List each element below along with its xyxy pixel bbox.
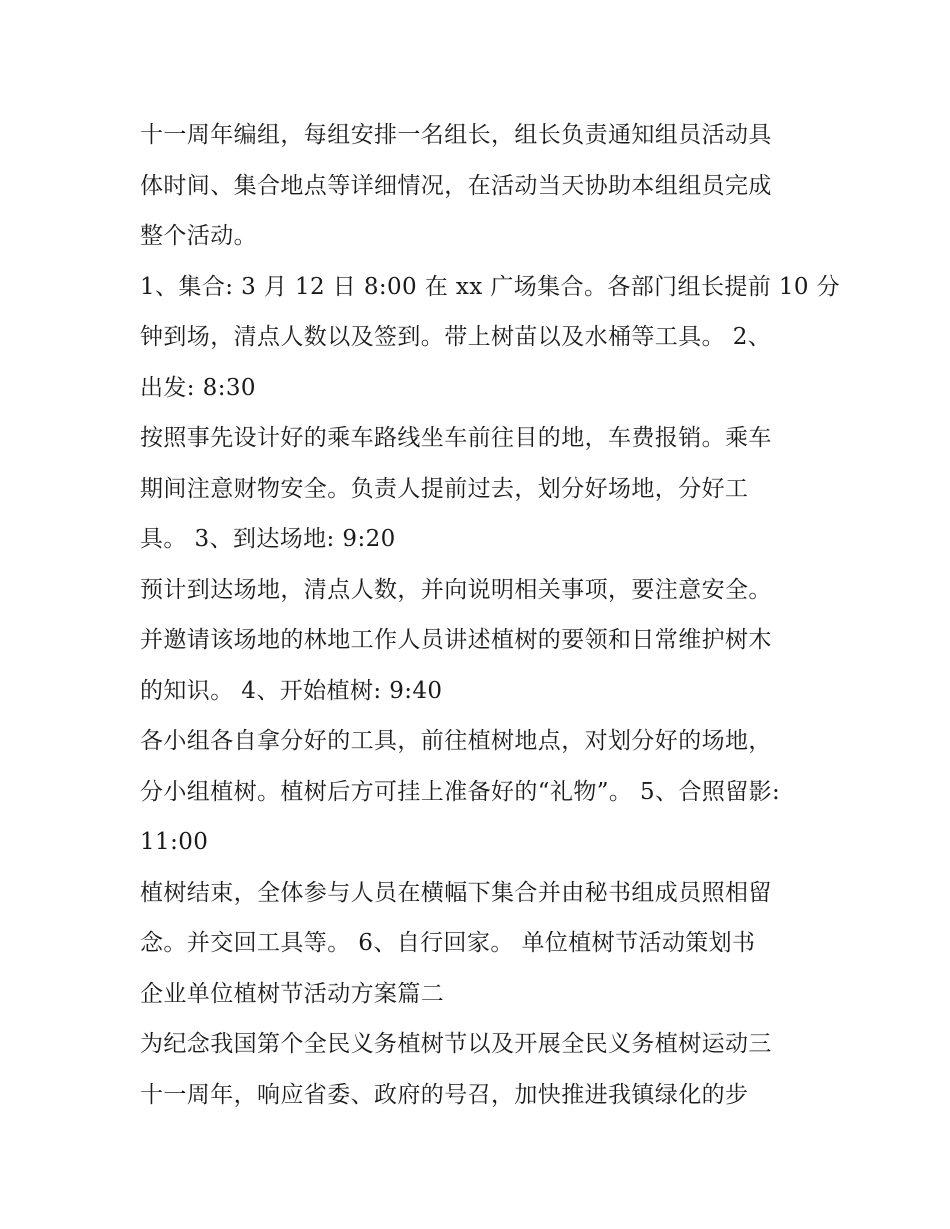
- text-line: 具。 3、到达场地: 9:20: [140, 526, 396, 552]
- text-line: 出发: 8:30: [140, 374, 256, 401]
- text-line: 为纪念我国第个全民义务植树节以及开展全民义务植树运动三: [140, 1031, 772, 1057]
- section-heading: 企业单位植树节活动方案篇二: [140, 980, 445, 1007]
- text-line: 十一周年编组，每组安排一名组长，组长负责通知组员活动具: [140, 122, 772, 148]
- text-line: 植树结束，全体参与人员在横幅下集合并由秘书组成员照相留: [140, 879, 772, 906]
- text-line: 体时间、集合地点等详细情况，在活动当天协助本组组员完成: [140, 172, 772, 199]
- text-line: 预计到达场地，清点人数，并向说明相关事项，要注意安全。: [140, 576, 772, 603]
- text-line: 整个活动。: [140, 223, 257, 249]
- text-line: 钟到场，清点人数以及签到。带上树苗以及水桶等工具。 2、: [140, 324, 772, 350]
- text-line: 十一周年，响应省委、政府的号召，加快推进我镇绿化的步: [140, 1081, 749, 1108]
- text-line: 11:00: [140, 829, 209, 855]
- text-line: 1、集合: 3 月 12 日 8:00 在 xx 广场集合。各部门组长提前 10 分: [140, 273, 841, 300]
- text-line: 期间注意财物安全。负责人提前过去，划分好场地，分好工: [140, 475, 749, 502]
- text-line: 按照事先设计好的乘车路线坐车前往目的地，车费报销。乘车: [140, 425, 772, 451]
- text-line: 各小组各自拿分好的工具，前往植树地点，对划分好的场地，: [140, 728, 772, 754]
- document-body: [140, 110, 841, 1120]
- text-line: 念。并交回工具等。 6、自行回家。 单位植树节活动策划书: [140, 930, 756, 956]
- text-line: 的知识。 4、开始植树: 9:40: [140, 677, 443, 704]
- text-line: 分小组植树。植树后方可挂上准备好的“礼物”。 5、合照留影:: [140, 778, 781, 805]
- text-line: 并邀请该场地的林地工作人员讲述植树的要领和日常维护树木: [140, 627, 772, 653]
